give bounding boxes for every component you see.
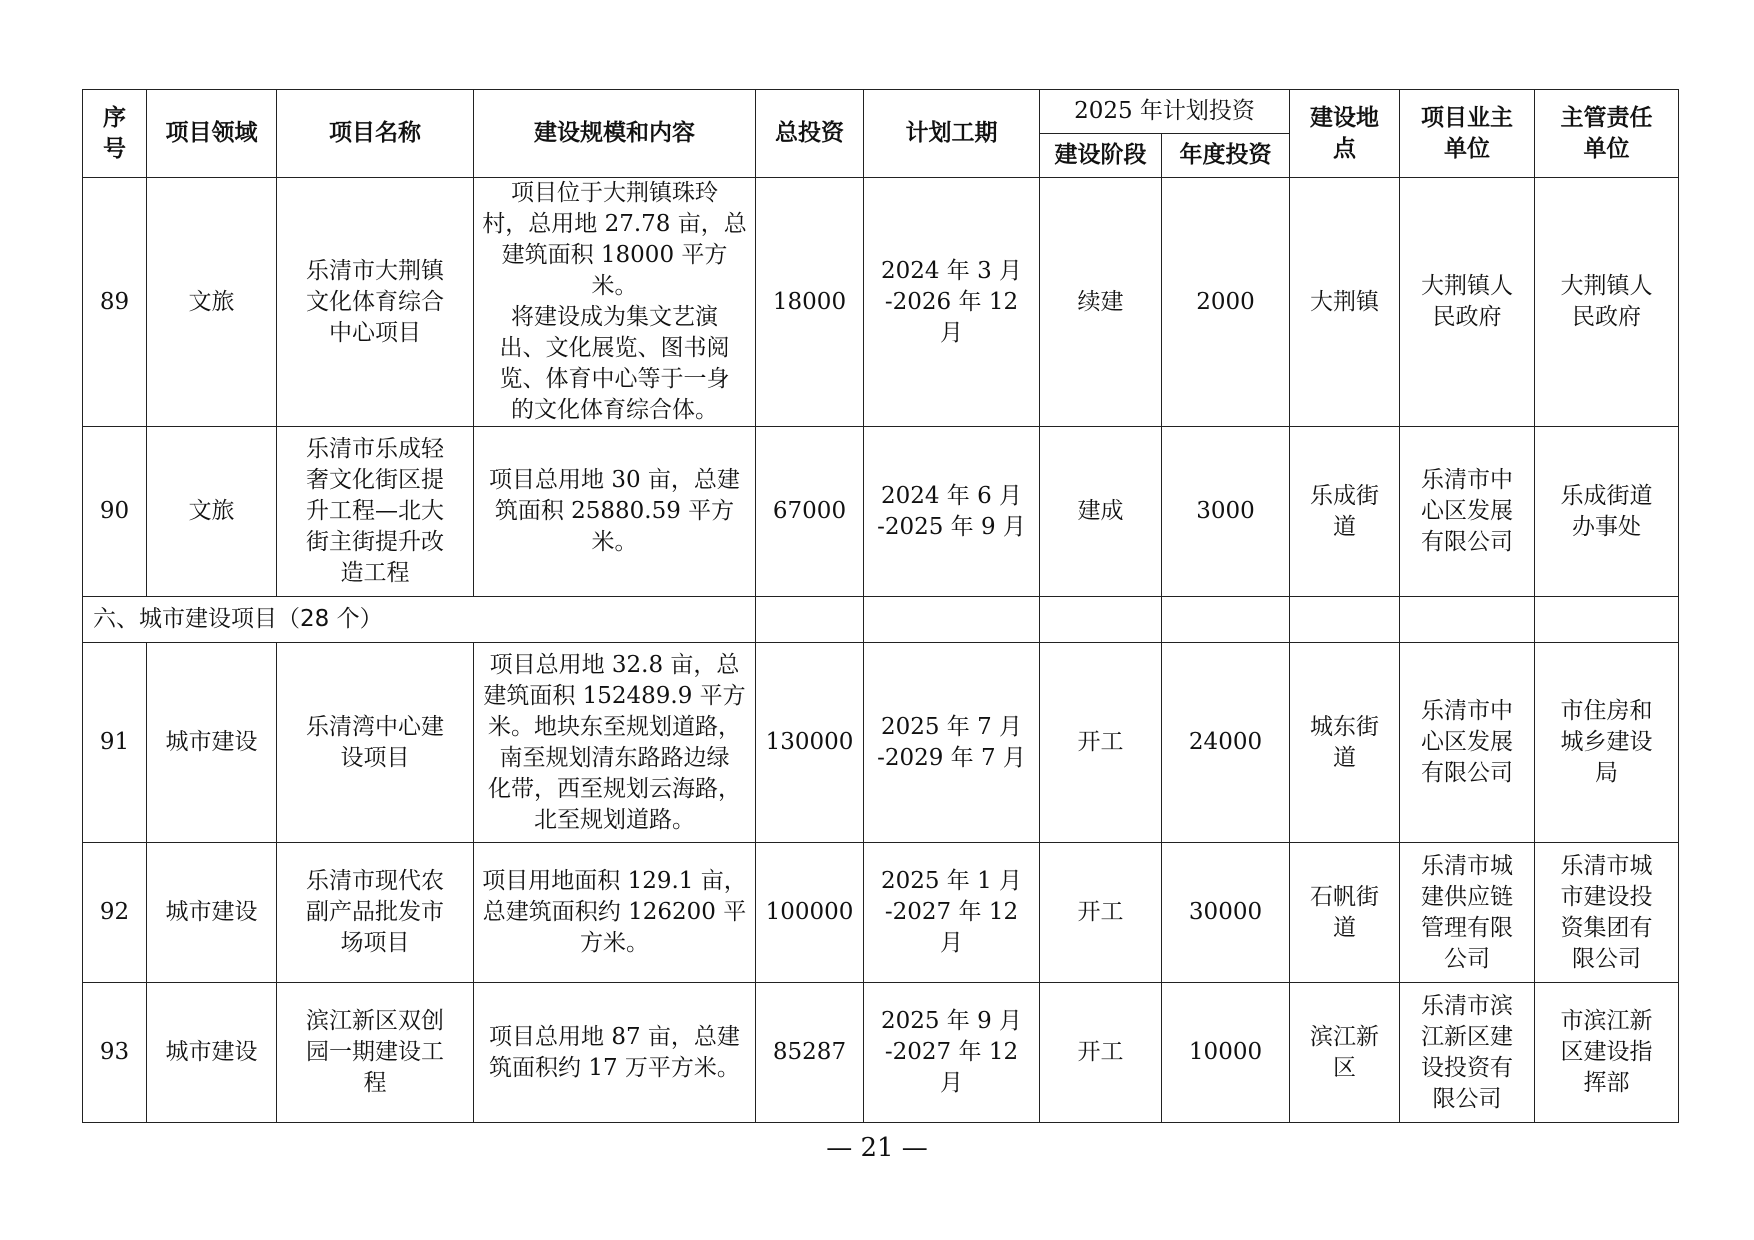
cell-name: 乐清湾中心建 设项目 <box>277 643 474 843</box>
empty-cell <box>756 597 864 643</box>
table-row <box>83 178 1679 427</box>
header-annual-investment: 年度投资 <box>1162 134 1290 178</box>
table-row <box>83 983 1679 1123</box>
table-row <box>83 843 1679 983</box>
cell-name: 乐清市现代农 副产品批发市 场项目 <box>277 843 474 983</box>
cell-location: 滨江新 区 <box>1290 983 1400 1123</box>
cell-supervisor: 市滨江新 区建设指 挥部 <box>1535 983 1679 1123</box>
cell-total: 18000 <box>756 178 864 427</box>
cell-stage: 建成 <box>1040 427 1162 597</box>
cell-name: 乐清市大荆镇 文化体育综合 中心项目 <box>277 178 474 427</box>
cell-annual: 30000 <box>1162 843 1290 983</box>
cell-scope: 项目总用地 32.8 亩，总 建筑面积 152489.9 平方 米。地块东至规划道路， 南至规划清东路路边绿 化带，西至规划云海路， 北至规划道路。 <box>474 643 756 843</box>
table-row <box>83 643 1679 843</box>
header-plan-group: 2025 年计划投资 <box>1040 90 1290 134</box>
cell-period: 2025 年 1 月 -2027 年 12 月 <box>864 843 1040 983</box>
cell-owner: 乐清市滨 江新区建 设投资有 限公司 <box>1400 983 1535 1123</box>
cell-seq: 90 <box>83 427 147 597</box>
cell-annual: 3000 <box>1162 427 1290 597</box>
cell-domain: 城市建设 <box>147 983 277 1123</box>
cell-seq: 91 <box>83 643 147 843</box>
empty-cell <box>1400 597 1535 643</box>
page-number: — 21 — <box>826 1133 928 1163</box>
cell-owner: 大荆镇人 民政府 <box>1400 178 1535 427</box>
cell-supervisor: 乐清市城 市建设投 资集团有 限公司 <box>1535 843 1679 983</box>
cell-period: 2024 年 3 月 -2026 年 12 月 <box>864 178 1040 427</box>
cell-owner: 乐清市中 心区发展 有限公司 <box>1400 643 1535 843</box>
cell-supervisor: 大荆镇人 民政府 <box>1535 178 1679 427</box>
empty-cell <box>864 597 1040 643</box>
header-total-investment: 总投资 <box>756 90 864 178</box>
cell-seq: 89 <box>83 178 147 427</box>
cell-stage: 续建 <box>1040 178 1162 427</box>
cell-domain: 城市建设 <box>147 843 277 983</box>
cell-domain: 文旅 <box>147 178 277 427</box>
cell-domain: 文旅 <box>147 427 277 597</box>
empty-cell <box>1162 597 1290 643</box>
cell-scope: 项目用地面积 129.1 亩， 总建筑面积约 126200 平 方米。 <box>474 843 756 983</box>
cell-name: 滨江新区双创 园一期建设工 程 <box>277 983 474 1123</box>
cell-location: 大荆镇 <box>1290 178 1400 427</box>
empty-cell <box>1040 597 1162 643</box>
section-title: 六、城市建设项目（28 个） <box>83 597 756 643</box>
empty-cell <box>1535 597 1679 643</box>
cell-period: 2025 年 9 月 -2027 年 12 月 <box>864 983 1040 1123</box>
header-stage: 建设阶段 <box>1040 134 1162 178</box>
cell-total: 130000 <box>756 643 864 843</box>
cell-annual: 10000 <box>1162 983 1290 1123</box>
cell-scope: 项目总用地 87 亩，总建 筑面积约 17 万平方米。 <box>474 983 756 1123</box>
cell-annual: 24000 <box>1162 643 1290 843</box>
cell-total: 67000 <box>756 427 864 597</box>
cell-location: 石帆街 道 <box>1290 843 1400 983</box>
header-domain: 项目领域 <box>147 90 277 178</box>
cell-period: 2025 年 7 月 -2029 年 7 月 <box>864 643 1040 843</box>
header-scope: 建设规模和内容 <box>474 90 756 178</box>
cell-location: 乐成街 道 <box>1290 427 1400 597</box>
header-name: 项目名称 <box>277 90 474 178</box>
empty-cell <box>1290 597 1400 643</box>
project-table <box>82 89 1679 1123</box>
header-location: 建设地 点 <box>1290 90 1400 178</box>
header-seq: 序 号 <box>83 90 147 178</box>
header-period: 计划工期 <box>864 90 1040 178</box>
header-owner: 项目业主 单位 <box>1400 90 1535 178</box>
table-row <box>83 427 1679 597</box>
cell-location: 城东街 道 <box>1290 643 1400 843</box>
cell-scope: 项目位于大荆镇珠玲 村，总用地 27.78 亩，总 建筑面积 18000 平方米。 将建设成为集文艺演 出、文化展览、图书阅 览、体育中心等于一身 的文化体育综合体。 <box>474 178 756 427</box>
cell-period: 2024 年 6 月 -2025 年 9 月 <box>864 427 1040 597</box>
cell-supervisor: 乐成街道 办事处 <box>1535 427 1679 597</box>
cell-stage: 开工 <box>1040 983 1162 1123</box>
cell-scope: 项目总用地 30 亩，总建 筑面积 25880.59 平方 米。 <box>474 427 756 597</box>
cell-owner: 乐清市城 建供应链 管理有限 公司 <box>1400 843 1535 983</box>
cell-owner: 乐清市中 心区发展 有限公司 <box>1400 427 1535 597</box>
cell-stage: 开工 <box>1040 643 1162 843</box>
cell-domain: 城市建设 <box>147 643 277 843</box>
cell-total: 85287 <box>756 983 864 1123</box>
cell-name: 乐清市乐成轻 奢文化街区提 升工程—北大 街主街提升改 造工程 <box>277 427 474 597</box>
cell-stage: 开工 <box>1040 843 1162 983</box>
cell-seq: 93 <box>83 983 147 1123</box>
cell-supervisor: 市住房和 城乡建设 局 <box>1535 643 1679 843</box>
header-supervisor: 主管责任 单位 <box>1535 90 1679 178</box>
cell-seq: 92 <box>83 843 147 983</box>
cell-annual: 2000 <box>1162 178 1290 427</box>
section-row <box>83 597 1679 643</box>
cell-total: 100000 <box>756 843 864 983</box>
